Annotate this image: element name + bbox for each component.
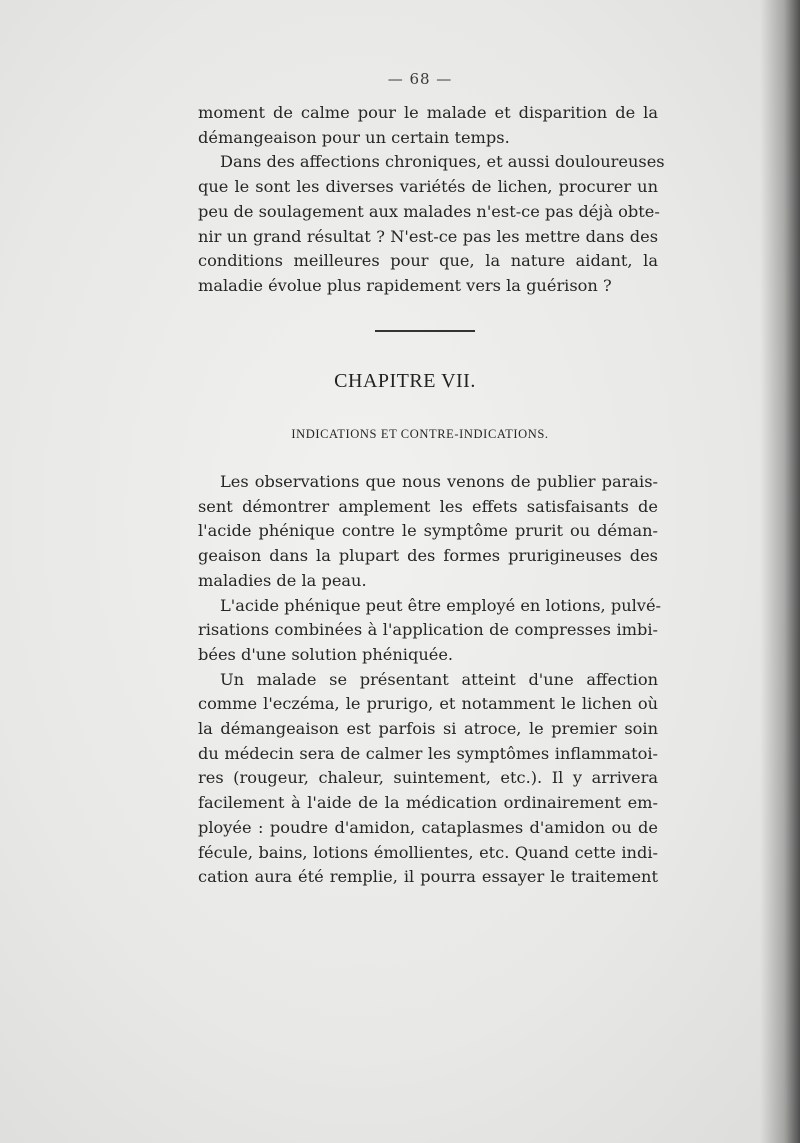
text-line: l'acide phénique contre le symptôme prurit ou déman- [198, 521, 658, 541]
paragraph-acid [198, 594, 661, 668]
binding-shadow [760, 0, 800, 1143]
paragraph-continuation [198, 101, 658, 150]
text-line: fécule, bains, lotions émollientes, etc. Quand cette indi- [198, 842, 658, 862]
text-line: sent démontrer amplement les effets satisfaisants de [198, 496, 658, 516]
text-line: que le sont les diverses variétés de lichen, procurer un [198, 177, 658, 197]
text-line: démangeaison pour un certain temps. [198, 127, 510, 147]
text-line: L'acide phénique peut être employé en lotions, pulvé- [220, 595, 661, 615]
text-line: facilement à l'aide de la médication ordinairement em- [198, 793, 658, 813]
text-line: risations combinées à l'application de compresses imbi- [198, 620, 658, 640]
text-line: Un malade se présentant atteint d'une affection [220, 669, 658, 689]
text-line: la démangeaison est parfois si atroce, le premier soin [198, 719, 658, 739]
text-line: maladies de la peau. [198, 570, 367, 590]
text-line: peu de soulagement aux malades n'est-ce pas déjà obte- [198, 201, 660, 221]
text-line: maladie évolue plus rapidement vers la guérison ? [198, 275, 612, 295]
text-line: res (rougeur, chaleur, suintement, etc.). Il y arrivera [198, 768, 658, 788]
text-block-top [198, 101, 665, 299]
text-line: conditions meilleures pour que, la nature aidant, la [198, 251, 658, 271]
text-line: comme l'eczéma, le prurigo, et notamment le lichen où [198, 694, 658, 714]
text-line: geaison dans la plupart des formes prurigineuses des [198, 546, 658, 566]
text-line: bées d'une solution phéniquée. [198, 644, 454, 664]
text-line: moment de calme pour le malade et disparition de la [198, 103, 658, 122]
text-line: ployée : poudre d'amidon, cataplasmes d'amidon ou de [198, 817, 658, 837]
text-line: Les observations que nous venons de publier parais- [220, 472, 658, 491]
text-line: Dans des affections chroniques, et aussi douloureuses [220, 152, 665, 172]
text-line: cation aura été remplie, il pourra essayer le traitement [198, 867, 658, 887]
chapter-subtitle: INDICATIONS ET CONTRE-INDICATIONS. [291, 427, 549, 441]
text-line: nir un grand résultat ? N'est-ce pas les mettre dans des [198, 226, 658, 246]
chapter-title: CHAPITRE VII. [334, 370, 476, 392]
paragraph-observations [198, 470, 658, 594]
text-line: du médecin sera de calmer les symptômes inflammatoi- [198, 743, 658, 763]
paragraph-patient [198, 668, 658, 890]
text-block-bottom [198, 470, 661, 890]
paragraph-chronic [198, 150, 665, 298]
section-divider [375, 330, 475, 332]
page-number: — 68 — [387, 70, 453, 88]
